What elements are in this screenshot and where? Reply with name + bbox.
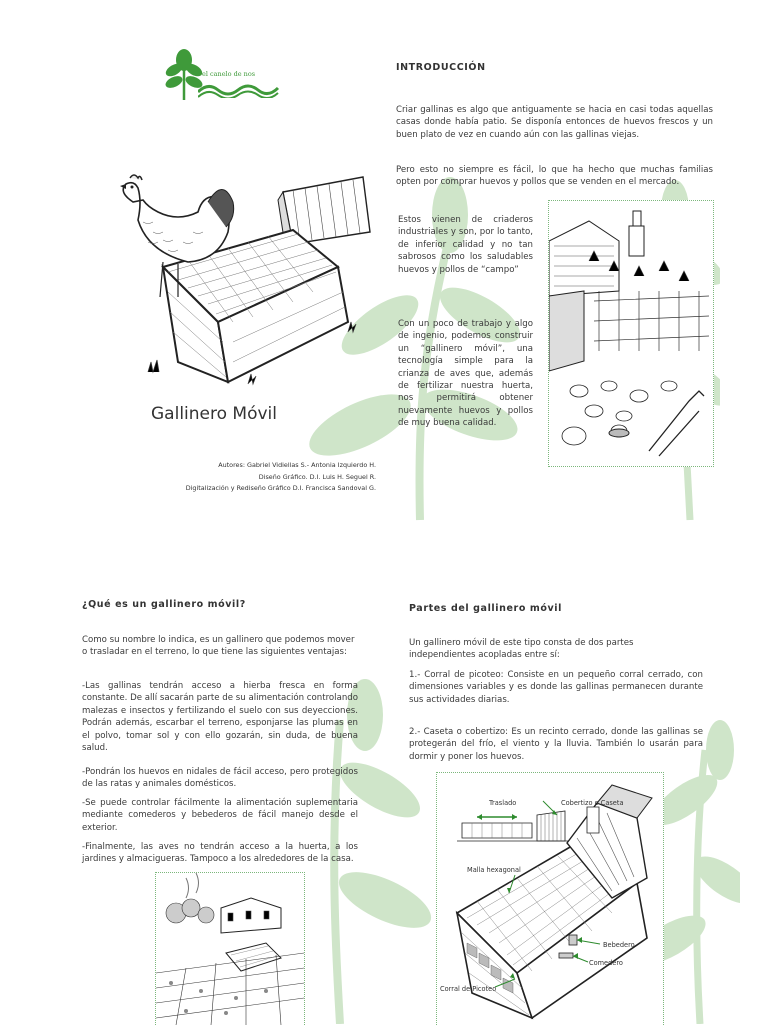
partes-intro: Un gallinero móvil de este tipo consta de dos partes independientes acopladas entre sí: xyxy=(409,638,634,661)
logo xyxy=(162,48,282,100)
credit-authors: Autores: Gabriel Vidiellas S.- Antonia Izquierdo H. xyxy=(218,461,376,469)
wave-logo-icon xyxy=(198,80,280,98)
intro-paragraph-2: Pero esto no siempre es fácil, lo que ha hecho que muchas familias opten por comprar huevos y pollos que se venden en el mercado. xyxy=(396,165,713,188)
label-comedero: Comedero xyxy=(589,959,623,967)
label-cobertizo: Cobertizo o Caseta xyxy=(561,799,624,807)
que-es-heading: ¿Qué es un gallinero móvil? xyxy=(82,599,246,610)
label-corral: Corral de Picoteo xyxy=(440,985,497,993)
label-malla: Malla hexagonal xyxy=(467,866,521,874)
label-traslado: Traslado xyxy=(489,799,517,807)
intro-paragraph-4: Con un poco de trabajo y algo de ingenio, podemos construir un “gallinero móvil”, una tecnología simple para la crianza de aves que, además de fertilizar nuestra huerta, nos permitirá obtener nuevamente huevos y pollos de muy buena calidad. xyxy=(398,319,533,429)
cover-title: Gallinero Móvil xyxy=(151,404,277,424)
credits xyxy=(120,460,376,495)
que-es-item-4: -Finalmente, las aves no tendrán acceso a la huerta, a los jardines y almacigueras. Tampoco a los alrededores de la casa. xyxy=(82,842,358,865)
gallinero-diagram xyxy=(436,772,664,1025)
credit-digitalization: Digitalización y Rediseño Gráfico D.I. Francisca Sandoval G. xyxy=(185,484,376,492)
village-sketch-image xyxy=(156,873,304,1025)
partes-heading: Partes del gallinero móvil xyxy=(409,603,562,614)
que-es-item-1: -Las gallinas tendrán acceso a hierba fresca en forma constante. De allí sacarán parte de su alimentación controlando malezas e insectos y fertilizando el suelo con sus deyecciones. Podrán además, escarbar el terreno, esponjarse las plumas en el polvo, tomar sol y con ello gozarán, sin duda, de buena salud. xyxy=(82,681,358,754)
farm-sketch-image xyxy=(549,201,713,466)
village-illustration xyxy=(155,872,305,1025)
label-bebedero: Bebedero xyxy=(603,941,635,949)
farm-illustration xyxy=(548,200,714,467)
partes-item-1: 1.- Corral de picoteo: Consiste en un pequeño corral cerrado, con dimensiones variables y es donde las gallinas permanecen durante sus actividades diarias. xyxy=(409,670,703,705)
logo-text: el canelo de nos xyxy=(202,70,256,78)
intro-heading: INTRODUCCIÓN xyxy=(396,62,486,73)
que-es-item-3: -Se puede controlar fácilmente la alimentación suplementaria mediante comederos y bebederos de fácil manejo desde el exterior. xyxy=(82,798,358,833)
credit-design: Diseño Gráfico. D.I. Luis H. Seguel R. xyxy=(258,472,376,481)
intro-paragraph-1: Criar gallinas es algo que antiguamente se hacia en casi todas aquellas casas donde había patio. Se disponía entonces de huevos frescos y un buen plato de vez en cuando aún con las gallinas viejas. xyxy=(396,105,713,140)
que-es-intro: Como su nombre lo indica, es un gallinero que podemos mover o trasladar en el terreno, lo que tiene las siguientes ventajas: xyxy=(82,635,355,658)
partes-item-2: 2.- Caseta o cobertizo: Es un recinto cerrado, donde las gallinas se protegerán del frío, el viento y la lluvia. También lo usarán para dormir y poner los huevos. xyxy=(409,727,703,762)
que-es-item-2: -Pondrán los huevos en nidales de fácil acceso, pero protegidos de las ratas y animales domésticos. xyxy=(82,767,358,790)
intro-paragraph-3: Estos vienen de criaderos industriales y son, por lo tanto, de inferior calidad y no tan sabrosos como los saludables huevos y pollos de “campo” xyxy=(398,215,533,275)
hen-coop-illustration xyxy=(108,172,376,390)
